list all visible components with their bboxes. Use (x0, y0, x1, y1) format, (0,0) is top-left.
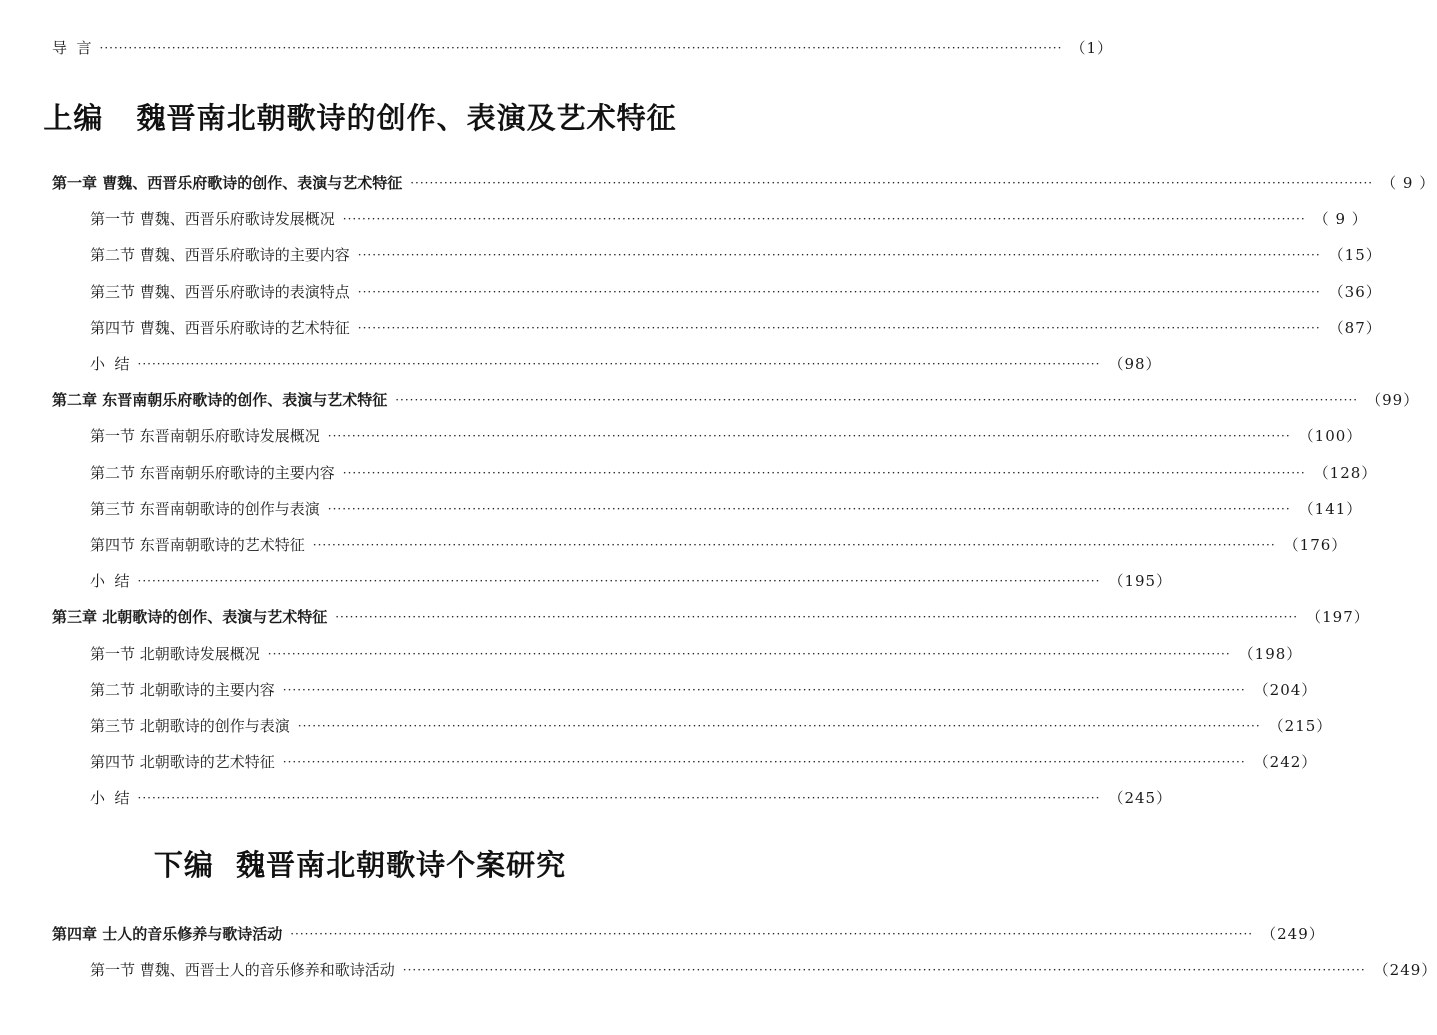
part1-section-entry (90, 314, 1382, 338)
part1-section-entry (90, 422, 1363, 446)
leader-dots: ········································································································································································································ (342, 212, 1306, 227)
part2-entry-label: 第四章 士人的音乐修养与歌诗活动 (52, 925, 283, 943)
part1-entry-label: 第一节 曹魏、西晋乐府歌诗发展概况 (90, 210, 335, 229)
part1-entry-label: 第二节 北朝歌诗的主要内容 (90, 680, 275, 699)
part1-entry-label: 第二章 东晋南朝乐府歌诗的创作、表演与艺术特征 (52, 391, 388, 410)
part1-entry-label: 第三节 北朝歌诗的创作与表演 (90, 717, 290, 735)
part1-section-entry (90, 531, 1348, 555)
leader-dots: ········································································································································································································ (402, 963, 1366, 977)
part1-entry-label: 第四节 北朝歌诗的艺术特征 (90, 753, 275, 772)
part2-entry-page: （249） (1373, 961, 1437, 979)
leader-dots: ········································································································································································································ (357, 284, 1321, 299)
part2-entry-label: 第一节 曹魏、西晋士人的音乐修养和歌诗活动 (90, 961, 395, 979)
part1-section-entry (90, 241, 1382, 265)
part1-section-entry (90, 350, 1162, 374)
part1-entry-label: 第四节 东晋南朝歌诗的艺术特征 (90, 536, 305, 554)
leader-dots: ········································································································································································································ (335, 610, 1299, 625)
part1-entry-label: 第一节 东晋南朝乐府歌诗发展概况 (90, 427, 320, 446)
part1-entry-label: 第三节 东晋南朝歌诗的创作与表演 (90, 499, 320, 518)
part1-chapter-entry (52, 386, 1420, 410)
leader-dots: ········································································································································································································ (137, 357, 1101, 371)
part1-entry-page: （197） (1306, 608, 1370, 627)
part1-section-entry (90, 640, 1303, 664)
toc-intro (52, 34, 1113, 58)
part1-entry-page: （ 9 ） (1381, 174, 1436, 192)
leader-dots: ········································································································································································································ (282, 682, 1246, 697)
part1-entry-label: 第四节 曹魏、西晋乐府歌诗的艺术特征 (90, 318, 350, 337)
part1-entry-page: （15） (1328, 246, 1382, 265)
part1-heading: 上编 魏晋南北朝歌诗的创作、表演及艺术特征 (43, 101, 677, 135)
leader-dots: ········································································································································································································ (137, 791, 1101, 806)
part1-entry-page: （99） (1366, 391, 1420, 410)
leader-dots: ········································································································································································································ (290, 927, 1254, 941)
leader-dots: ········································································································································································································ (410, 176, 1374, 190)
part1-section-entry (90, 676, 1318, 700)
part1-entry-page: （245） (1108, 789, 1173, 808)
leader-dots: ········································································································································································································ (312, 538, 1276, 552)
part1-entry-label: 小 结 (90, 355, 130, 373)
part1-entry-label: 第一节 北朝歌诗发展概况 (90, 644, 260, 663)
toc-intro-page: （1） (1070, 39, 1113, 57)
part1-entry-label: 第一章 曹魏、西晋乐府歌诗的创作、表演与艺术特征 (52, 174, 403, 192)
part1-section-entry (90, 712, 1333, 736)
part1-section-entry (90, 495, 1363, 519)
part1-entry-page: （98） (1108, 355, 1162, 373)
part1-chapter-entry (52, 603, 1370, 627)
part1-entry-page: （242） (1253, 753, 1318, 772)
part1-chapter-entry (52, 169, 1436, 193)
part1-entry-page: （204） (1253, 680, 1318, 699)
leader-dots: ········································································································································································································ (395, 393, 1359, 408)
part1-entry-page: （128） (1313, 463, 1378, 482)
part1-entry-label: 第二节 东晋南朝乐府歌诗的主要内容 (90, 463, 335, 482)
part2-section-entry (90, 956, 1437, 980)
leader-dots: ········································································································································································································ (327, 501, 1291, 516)
part1-entry-label: 第三节 曹魏、西晋乐府歌诗的表演特点 (90, 282, 350, 301)
part1-entry-label: 第三章 北朝歌诗的创作、表演与艺术特征 (52, 608, 328, 627)
part1-section-entry (90, 784, 1173, 808)
part1-entry-page: （141） (1298, 499, 1363, 518)
part1-section-entry (90, 748, 1318, 772)
leader-dots: ········································································································································································································ (357, 320, 1321, 335)
part1-section-entry (90, 205, 1368, 229)
part1-entry-page: （87） (1328, 318, 1382, 337)
part1-entry-label: 小 结 (90, 572, 130, 591)
leader-dots: ········································································································································································································ (327, 429, 1291, 444)
toc-intro-label: 导 言 (52, 39, 92, 57)
part1-section-entry (90, 459, 1378, 483)
leader-dots: ········································································································································································································ (282, 755, 1246, 770)
part1-entry-page: （195） (1108, 572, 1173, 591)
part1-entry-page: （36） (1328, 282, 1382, 301)
part1-entry-label: 小 结 (90, 789, 130, 808)
leader-dots: ········································································································································································································ (342, 465, 1306, 480)
part1-entry-label: 第二节 曹魏、西晋乐府歌诗的主要内容 (90, 246, 350, 265)
leader-dots: ········································································································································································································ (99, 41, 1063, 55)
part1-entry-page: （198） (1238, 644, 1303, 663)
part2-entry-page: （249） (1261, 925, 1325, 943)
part1-entry-page: （ 9 ） (1313, 210, 1368, 229)
part2-heading: 下编 魏晋南北朝歌诗个案研究 (153, 848, 567, 882)
part2-chapter-entry (52, 920, 1325, 944)
leader-dots: ········································································································································································································ (137, 574, 1101, 589)
part1-section-entry (90, 567, 1173, 591)
part1-entry-page: （215） (1268, 717, 1333, 735)
leader-dots: ········································································································································································································ (267, 646, 1231, 661)
part1-entry-page: （176） (1283, 536, 1348, 554)
part1-entry-page: （100） (1298, 427, 1363, 446)
leader-dots: ········································································································································································································ (297, 719, 1261, 733)
part1-section-entry (90, 278, 1382, 302)
leader-dots: ········································································································································································································ (357, 248, 1321, 263)
